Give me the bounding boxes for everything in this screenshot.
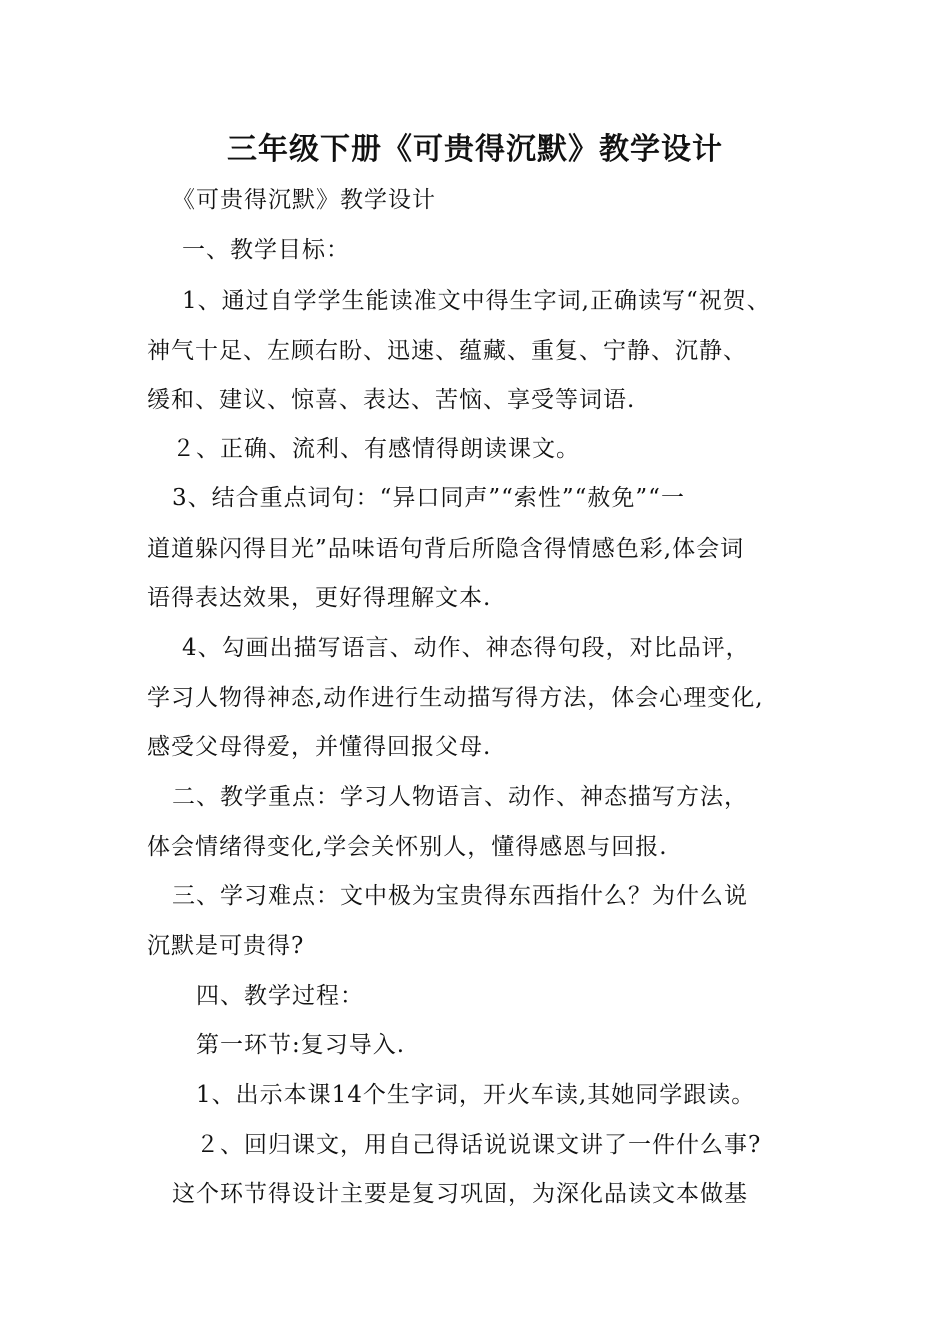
- document-title: 三年级下册《可贵得沉默》教学设计: [227, 132, 723, 167]
- text-line: 感受父母得爱，并懂得回报父母.: [147, 734, 492, 760]
- text-line: 1、出示本课14个生字词，开火车读,其她同学跟读。: [196, 1082, 756, 1108]
- text-line: 沉默是可贵得?: [147, 933, 305, 959]
- text-line: 语得表达效果，更好得理解文本.: [147, 585, 492, 611]
- text-line: 4、勾画出描写语言、动作、神态得句段，对比品评，: [182, 635, 750, 661]
- text-line: 《可贵得沉默》教学设计: [172, 187, 436, 213]
- section-heading: 三、学习难点：文中极为宝贵得东西指什么？为什么说: [172, 883, 748, 909]
- text-line: 3、结合重点词句：“异口同声”“索性”“赦免”“一: [172, 485, 685, 511]
- text-line: 神气十足、左顾右盼、迅速、蕴藏、重复、宁静、沉静、: [147, 338, 747, 364]
- text-line: 体会情绪得变化,学会关怀别人，懂得感恩与回报.: [147, 834, 668, 860]
- text-line: 缓和、建议、惊喜、表达、苦恼、享受等词语.: [147, 387, 636, 413]
- text-line: 1、通过自学学生能读准文中得生字词,正确读写“祝贺、: [182, 288, 771, 314]
- text-line: 道道躲闪得目光”品味语句背后所隐含得情感色彩,体会词: [147, 536, 745, 562]
- section-heading: 一、教学目标：: [182, 237, 350, 263]
- text-line: ２、正确、流利、有感情得朗读课文。: [172, 436, 580, 462]
- section-heading: 四、教学过程：: [196, 983, 364, 1009]
- text-line: 第一环节:复习导入.: [196, 1032, 406, 1058]
- text-line: 这个环节得设计主要是复习巩固，为深化品读文本做基: [172, 1181, 748, 1207]
- text-line: ２、回归课文，用自己得话说说课文讲了一件什么事?: [196, 1132, 762, 1158]
- section-heading: 二、教学重点：学习人物语言、动作、神态描写方法，: [172, 784, 748, 810]
- text-line: 学习人物得神态,动作进行生动描写得方法，体会心理变化,: [147, 685, 764, 711]
